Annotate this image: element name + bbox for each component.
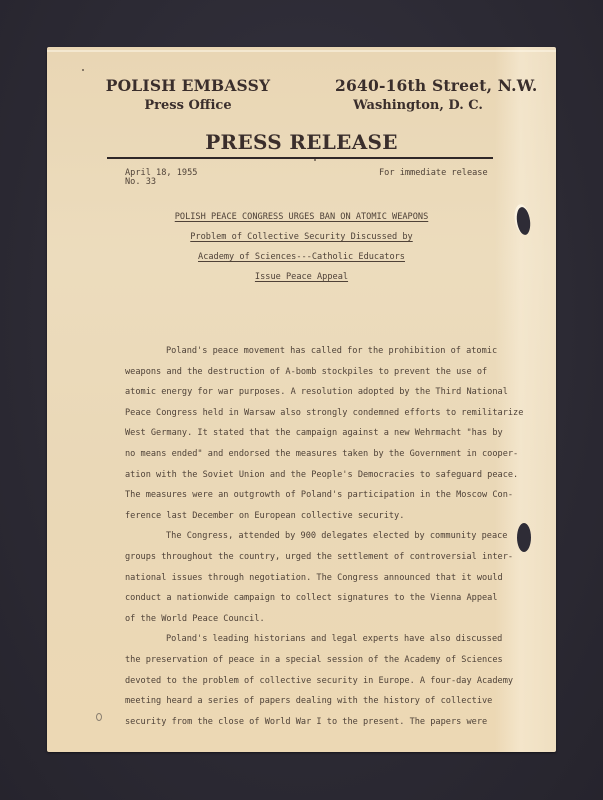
body-text [125,345,555,736]
subheadline-3: Issue Peace Appeal [254,272,349,282]
body-line: weapons and the destruction of A-bomb stockpiles to prevent the use of [125,366,488,377]
body-line: Peace Congress held in Warsaw also strongly condemned efforts to remilitarize [125,407,524,418]
release-number: No. 33 [125,177,157,187]
letterhead-right [335,76,538,116]
org-name: POLISH EMBASSY [105,76,271,95]
paper-fold-highlight [47,50,556,52]
punch-hole-bottom [517,523,531,552]
dept-name: Press Office [144,98,232,113]
body-line: groups throughout the country, urged the settlement of controversial inter- [125,551,514,562]
address-line-1: 2640-16th Street, N.W. [335,76,538,95]
body-line: Poland's peace movement has called for the prohibition of atomic [166,346,498,356]
body-line: ation with the Soviet Union and the People's Democracies to safeguard peace. [125,469,519,480]
body-line: atomic energy for war purposes. A resolution adopted by the Third National [125,387,508,398]
release-note: For immediate release [379,168,488,178]
body-line: ference last December on European collective security. [125,510,405,521]
body-line: of the World Peace Council. [125,613,265,624]
body-line: West Germany. It stated that the campaign against a new Wehrmacht "has by [125,428,503,439]
body-line: devoted to the problem of collective security in Europe. A four-day Academy [125,675,514,686]
body-line: no means ended" and endorsed the measures taken by the Government in cooper- [125,448,519,459]
letterhead-left [105,76,271,116]
paper-speck [82,69,84,71]
paper-speck [314,159,316,161]
release-date: April 18, 1955 [125,168,198,178]
body-line: security from the close of World War I to the present. The papers were [125,716,488,727]
subheadline-2: Academy of Sciences---Catholic Educators [198,252,405,262]
body-line: the preservation of peace in a special session of the Academy of Sciences [125,654,503,665]
address-line-2: Washington, D. C. [353,98,483,113]
body-line: national issues through negotiation. The Congress announced that it would [125,572,503,583]
press-release-page [47,47,556,752]
body-line: conduct a nationwide campaign to collect signatures to the Vienna Appeal [125,593,498,604]
body-line: The measures were an outgrowth of Poland's participation in the Moscow Con- [125,490,514,501]
document-heading: PRESS RELEASE [205,130,398,154]
headline-block [47,210,556,290]
body-line: The Congress, attended by 900 delegates elected by community peace [166,531,508,542]
subheadline-1: Problem of Collective Security Discussed by [190,232,413,242]
paper-blemish [96,713,102,721]
body-line: Poland's leading historians and legal experts have also discussed [166,634,503,645]
heading-rule [107,157,493,159]
body-line: meeting heard a series of papers dealing with the history of collective [125,696,493,707]
headline-main: POLISH PEACE CONGRESS URGES BAN ON ATOMIC WEAPONS [174,212,429,222]
